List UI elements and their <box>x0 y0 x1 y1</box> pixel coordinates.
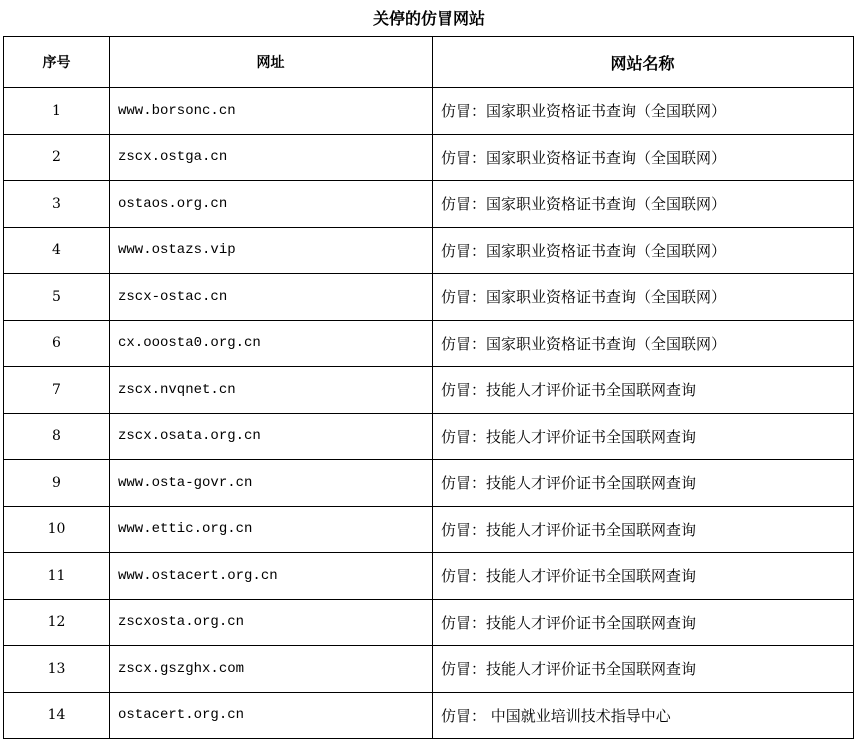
row-site-name: 仿冒：技能人才评价证书全国联网查询 <box>433 413 854 460</box>
row-url: zscx.osata.org.cn <box>110 413 433 460</box>
row-number: 14 <box>4 692 110 739</box>
table-row <box>4 553 854 600</box>
row-url: www.ostazs.vip <box>110 227 433 274</box>
row-site-name: 仿冒：技能人才评价证书全国联网查询 <box>433 506 854 553</box>
row-url: zscx.ostga.cn <box>110 134 433 181</box>
row-site-name: 仿冒： 中国就业培训技术指导中心 <box>433 692 854 739</box>
table-row <box>4 460 854 507</box>
row-site-name: 仿冒：国家职业资格证书查询（全国联网） <box>433 227 854 274</box>
row-number: 6 <box>4 320 110 367</box>
row-url: www.ostacert.org.cn <box>110 553 433 600</box>
row-site-name: 仿冒：技能人才评价证书全国联网查询 <box>433 599 854 646</box>
row-number: 1 <box>4 88 110 135</box>
header-site-name: 网站名称 <box>433 37 854 88</box>
row-number: 11 <box>4 553 110 600</box>
table-row <box>4 320 854 367</box>
row-number: 12 <box>4 599 110 646</box>
row-number: 4 <box>4 227 110 274</box>
table-header-row <box>4 37 854 88</box>
table-row <box>4 227 854 274</box>
row-site-name: 仿冒：国家职业资格证书查询（全国联网） <box>433 181 854 228</box>
row-url: www.osta-govr.cn <box>110 460 433 507</box>
row-number: 2 <box>4 134 110 181</box>
row-site-name: 仿冒：国家职业资格证书查询（全国联网） <box>433 320 854 367</box>
header-url: 网址 <box>110 37 433 88</box>
table-row <box>4 88 854 135</box>
table-row <box>4 367 854 414</box>
row-site-name: 仿冒：技能人才评价证书全国联网查询 <box>433 553 854 600</box>
row-number: 13 <box>4 646 110 693</box>
row-url: zscxosta.org.cn <box>110 599 433 646</box>
row-url: www.borsonc.cn <box>110 88 433 135</box>
table-row <box>4 134 854 181</box>
table-row <box>4 413 854 460</box>
row-url: www.ettic.org.cn <box>110 506 433 553</box>
row-url: zscx.nvqnet.cn <box>110 367 433 414</box>
table-row <box>4 274 854 321</box>
row-site-name: 仿冒：技能人才评价证书全国联网查询 <box>433 646 854 693</box>
header-no: 序号 <box>4 37 110 88</box>
row-site-name: 仿冒：技能人才评价证书全国联网查询 <box>433 460 854 507</box>
row-site-name: 仿冒：国家职业资格证书查询（全国联网） <box>433 88 854 135</box>
fake-websites-table <box>3 36 854 739</box>
row-number: 7 <box>4 367 110 414</box>
row-url: ostaos.org.cn <box>110 181 433 228</box>
row-url: zscx.gszghx.com <box>110 646 433 693</box>
page-title: 关停的仿冒网站 <box>372 9 485 28</box>
row-number: 5 <box>4 274 110 321</box>
row-url: cx.ooosta0.org.cn <box>110 320 433 367</box>
row-url: ostacert.org.cn <box>110 692 433 739</box>
table-row <box>4 599 854 646</box>
row-number: 3 <box>4 181 110 228</box>
row-number: 8 <box>4 413 110 460</box>
row-site-name: 仿冒：技能人才评价证书全国联网查询 <box>433 367 854 414</box>
row-number: 9 <box>4 460 110 507</box>
row-site-name: 仿冒：国家职业资格证书查询（全国联网） <box>433 274 854 321</box>
table-row <box>4 646 854 693</box>
table-row <box>4 692 854 739</box>
table-row <box>4 181 854 228</box>
row-number: 10 <box>4 506 110 553</box>
table-row <box>4 506 854 553</box>
row-url: zscx-ostac.cn <box>110 274 433 321</box>
row-site-name: 仿冒：国家职业资格证书查询（全国联网） <box>433 134 854 181</box>
